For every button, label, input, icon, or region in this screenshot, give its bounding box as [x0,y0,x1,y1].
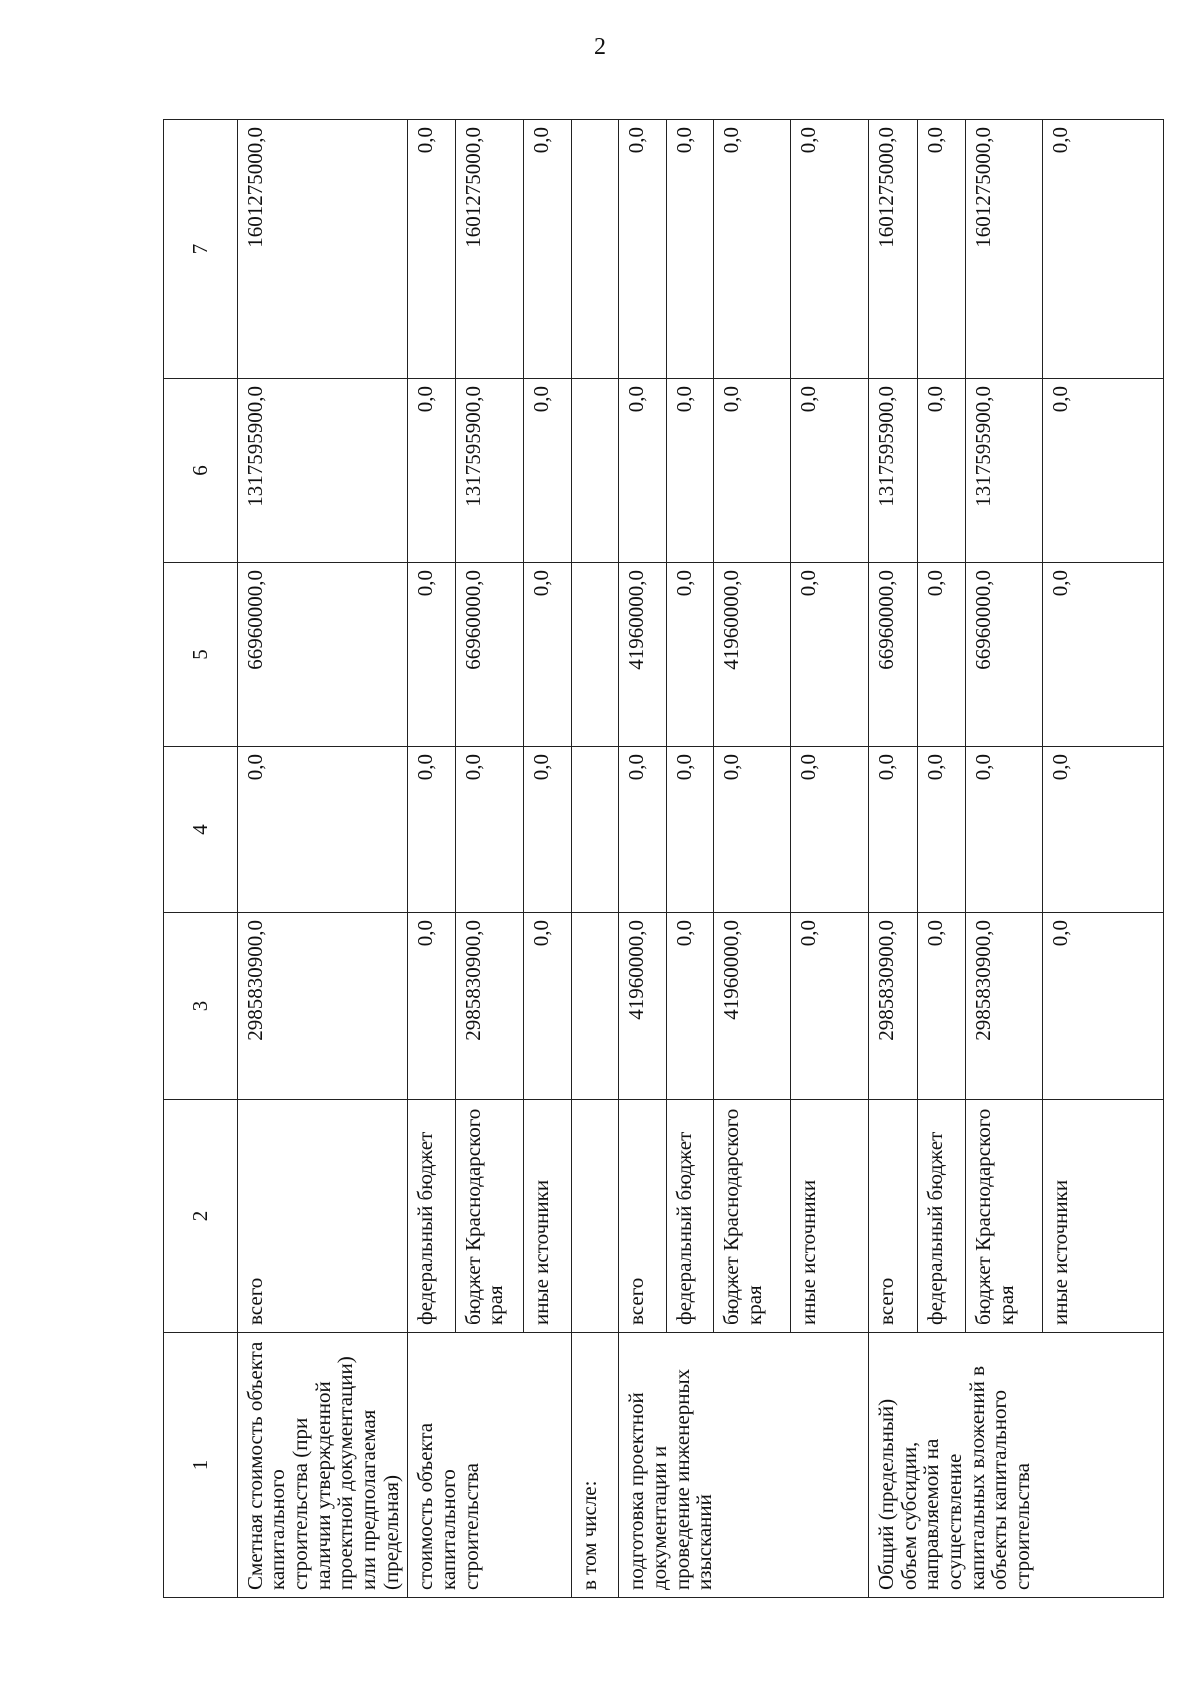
header-cell: 1 [164,1333,238,1598]
empty-cell [571,120,618,379]
empty-cell [571,913,618,1100]
header-cell: 3 [164,913,238,1100]
value-cell: 0,0 [1042,913,1163,1100]
value-cell: 0,0 [791,120,869,379]
value-cell: 0,0 [918,747,965,913]
value-cell: 0,0 [666,379,713,563]
header-row [164,120,238,1598]
value-cell: 0,0 [524,120,571,379]
value-cell: 0,0 [918,379,965,563]
value-cell: 0,0 [666,120,713,379]
value-cell: 0,0 [524,379,571,563]
value-cell: 0,0 [918,563,965,747]
source-cell: бюджет Краснодарского края [455,1100,524,1333]
value-cell: 0,0 [1042,120,1163,379]
header-cell: 7 [164,120,238,379]
funding-table [163,119,1164,1598]
empty-cell [571,1100,618,1333]
value-cell: 0,0 [524,563,571,747]
rotated-table-area [163,120,1164,1598]
value-cell: 0,0 [408,747,455,913]
table-row [868,120,918,1598]
source-cell: федеральный бюджет [408,1100,455,1333]
value-cell: 0,0 [714,379,791,563]
value-cell: 0,0 [714,120,791,379]
section-label: стоимость объекта капитального строительства [408,1333,572,1598]
value-cell: 0,0 [918,120,965,379]
value-cell: 0,0 [714,747,791,913]
value-cell: 66960000,0 [237,563,407,747]
empty-cell [571,379,618,563]
source-cell: федеральный бюджет [666,1100,713,1333]
value-cell: 41960000,0 [619,563,666,747]
section-label: Сметная стоимость объекта капитального строительства (при наличии утвержденной проектной документации) или предполагаемая (предельная) [237,1333,407,1598]
header-cell: 5 [164,563,238,747]
source-cell: всего [237,1100,407,1333]
value-cell: 0,0 [455,747,524,913]
value-cell: 1601275000,0 [455,120,524,379]
value-cell: 1601275000,0 [868,120,918,379]
value-cell: 41960000,0 [714,563,791,747]
table-row [408,120,455,1598]
value-cell: 41960000,0 [619,913,666,1100]
value-cell: 1601275000,0 [237,120,407,379]
value-cell: 66960000,0 [965,563,1042,747]
value-cell: 1317595900,0 [868,379,918,563]
source-cell: всего [868,1100,918,1333]
value-cell: 0,0 [791,563,869,747]
value-cell: 1601275000,0 [965,120,1042,379]
value-cell: 2985830900,0 [237,913,407,1100]
value-cell: 66960000,0 [455,563,524,747]
value-cell: 0,0 [524,747,571,913]
empty-cell [571,563,618,747]
table-row [619,120,666,1598]
table-row [571,120,618,1598]
source-cell: иные источники [1042,1100,1163,1333]
value-cell: 0,0 [791,379,869,563]
value-cell: 41960000,0 [714,913,791,1100]
value-cell: 0,0 [666,563,713,747]
value-cell: 1317595900,0 [965,379,1042,563]
value-cell: 0,0 [408,120,455,379]
empty-cell [571,747,618,913]
source-cell: федеральный бюджет [918,1100,965,1333]
value-cell: 2985830900,0 [868,913,918,1100]
value-cell: 0,0 [1042,747,1163,913]
value-cell: 2985830900,0 [455,913,524,1100]
value-cell: 0,0 [1042,563,1163,747]
value-cell: 1317595900,0 [455,379,524,563]
value-cell: 0,0 [408,379,455,563]
source-cell: иные источники [791,1100,869,1333]
value-cell: 0,0 [619,120,666,379]
value-cell: 0,0 [619,379,666,563]
value-cell: 0,0 [918,913,965,1100]
value-cell: 0,0 [791,747,869,913]
header-cell: 4 [164,747,238,913]
value-cell: 0,0 [791,913,869,1100]
header-cell: 2 [164,1100,238,1333]
value-cell: 0,0 [524,913,571,1100]
value-cell: 0,0 [1042,379,1163,563]
value-cell: 0,0 [408,913,455,1100]
value-cell: 0,0 [619,747,666,913]
section-label: подготовка проектной документации и проведение инженерных изысканий [619,1333,869,1598]
source-cell: бюджет Краснодарского края [714,1100,791,1333]
page-number: 2 [594,34,606,60]
table-row [237,120,407,1598]
value-cell: 0,0 [868,747,918,913]
section-label: в том числе: [571,1333,618,1598]
source-cell: всего [619,1100,666,1333]
value-cell: 1317595900,0 [237,379,407,563]
value-cell: 0,0 [965,747,1042,913]
value-cell: 66960000,0 [868,563,918,747]
source-cell: бюджет Краснодарского края [965,1100,1042,1333]
header-cell: 6 [164,379,238,563]
value-cell: 2985830900,0 [965,913,1042,1100]
value-cell: 0,0 [408,563,455,747]
value-cell: 0,0 [237,747,407,913]
source-cell: иные источники [524,1100,571,1333]
section-label: Общий (предельный) объем субсидии, направляемой на осуществление капитальных вложений в объекты капитального строительства [868,1333,1163,1598]
value-cell: 0,0 [666,913,713,1100]
value-cell: 0,0 [666,747,713,913]
